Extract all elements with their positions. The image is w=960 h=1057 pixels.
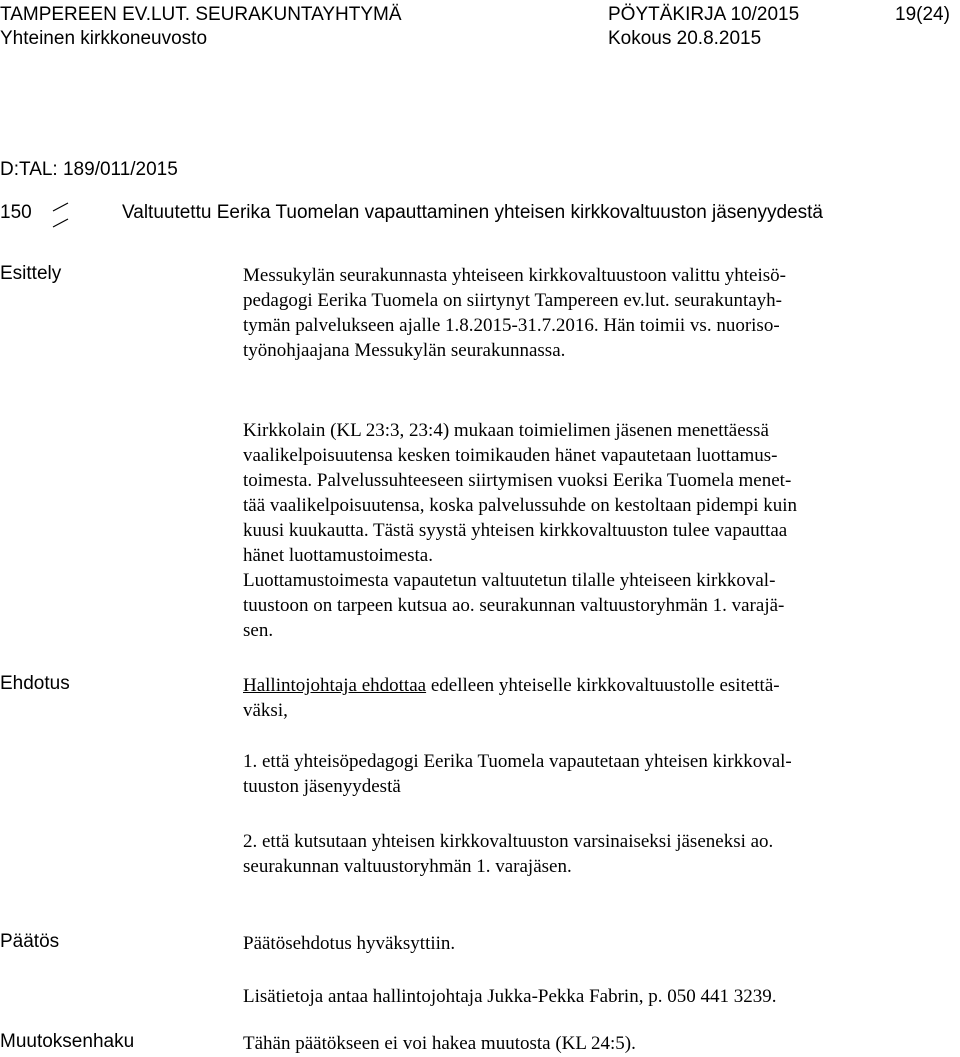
- text-line: Kirkkolain (KL 23:3, 23:4) mukaan toimielimen jäsenen menettäessä: [243, 420, 769, 441]
- lead-rest: edelleen yhteiselle kirkkovaltuustolle esitettä-: [426, 675, 780, 696]
- muutoksenhaku-text: [243, 1031, 955, 1056]
- text-line: tää vaalikelpoisuutensa, koska palvelussuhde on kestoltaan pidempi kuin: [243, 495, 798, 516]
- section-mark-icon: [50, 202, 72, 228]
- text-line: työnohjaajana Messukylän seurakunnassa.: [243, 340, 566, 361]
- text-line: tuustoon on tarpeen kutsua ao. seurakunnan valtuustoryhmän 1. varajä-: [243, 595, 785, 616]
- header-body: Yhteinen kirkkoneuvosto: [0, 28, 208, 49]
- esittely-paragraph-3: [243, 568, 955, 643]
- proposer-underlined: Hallintojohtaja ehdottaa: [243, 675, 427, 696]
- muutoksenhaku-label: Muutoksenhaku: [0, 1031, 135, 1052]
- text-line: 1. että yhteisöpedagogi Eerika Tuomela vapautetaan yhteisen kirkkoval-: [243, 751, 792, 772]
- text-line: 2. että kutsutaan yhteisen kirkkovaltuuston varsinaiseksi jäseneksi ao.: [243, 831, 774, 852]
- header-page-number: 19(24): [895, 4, 950, 25]
- header-meeting: Kokous 20.8.2015: [608, 28, 762, 49]
- diary-number: D:TAL: 189/011/2015: [0, 159, 178, 180]
- text-line: [243, 673, 955, 698]
- esittely-paragraph-2: [243, 418, 955, 568]
- text-line: toimesta. Palvelussuhteeseen siirtymisen vuoksi Eerika Tuomela menet-: [243, 470, 792, 491]
- text-line: Luottamustoimesta vapautetun valtuutetun tilalle yhteiseen kirkkoval-: [243, 570, 776, 591]
- text-line: Tähän päätökseen ei voi hakea muutosta (KL 24:5).: [243, 1033, 636, 1054]
- ehdotus-item-1: [243, 749, 955, 799]
- section-title: Valtuutettu Eerika Tuomelan vapauttaminen yhteisen kirkkovaltuuston jäsenyydestä: [122, 202, 823, 223]
- paatos-info: [243, 984, 955, 1009]
- ehdotus-lead: [243, 673, 955, 723]
- text-line: pedagogi Eerika Tuomela on siirtynyt Tampereen ev.lut. seurakuntayh-: [243, 290, 782, 311]
- ehdotus-item-2: [243, 829, 955, 879]
- ehdotus-label: Ehdotus: [0, 673, 70, 694]
- text-line: väksi,: [243, 700, 288, 721]
- text-line: seurakunnan valtuustoryhmän 1. varajäsen.: [243, 856, 572, 877]
- esittely-paragraph-1: [243, 263, 955, 363]
- text-line: Päätösehdotus hyväksyttiin.: [243, 933, 456, 954]
- paatos-label: Päätös: [0, 931, 60, 952]
- text-line: Lisätietoja antaa hallintojohtaja Jukka-Pekka Fabrin, p. 050 441 3239.: [243, 986, 777, 1007]
- esittely-label: Esittely: [0, 263, 62, 284]
- section-number: 150: [0, 202, 32, 223]
- text-line: vaalikelpoisuutensa kesken toimikauden hänet vapautetaan luottamus-: [243, 445, 778, 466]
- paatos-text: [243, 931, 955, 956]
- text-line: hänet luottamustoimesta.: [243, 545, 433, 566]
- text-line: tuuston jäsenyydestä: [243, 776, 401, 797]
- text-line: tymän palvelukseen ajalle 1.8.2015-31.7.2016. Hän toimii vs. nuoriso-: [243, 315, 780, 336]
- text-line: Messukylän seurakunnasta yhteiseen kirkkovaltuustoon valittu yhteisö-: [243, 265, 786, 286]
- text-line: sen.: [243, 620, 274, 641]
- header-org: TAMPEREEN EV.LUT. SEURAKUNTAYHTYMÄ: [0, 4, 402, 25]
- text-line: kuusi kuukautta. Tästä syystä yhteisen kirkkovaltuuston tulee vapauttaa: [243, 520, 788, 541]
- header-doc-type: PÖYTÄKIRJA 10/2015: [608, 4, 800, 25]
